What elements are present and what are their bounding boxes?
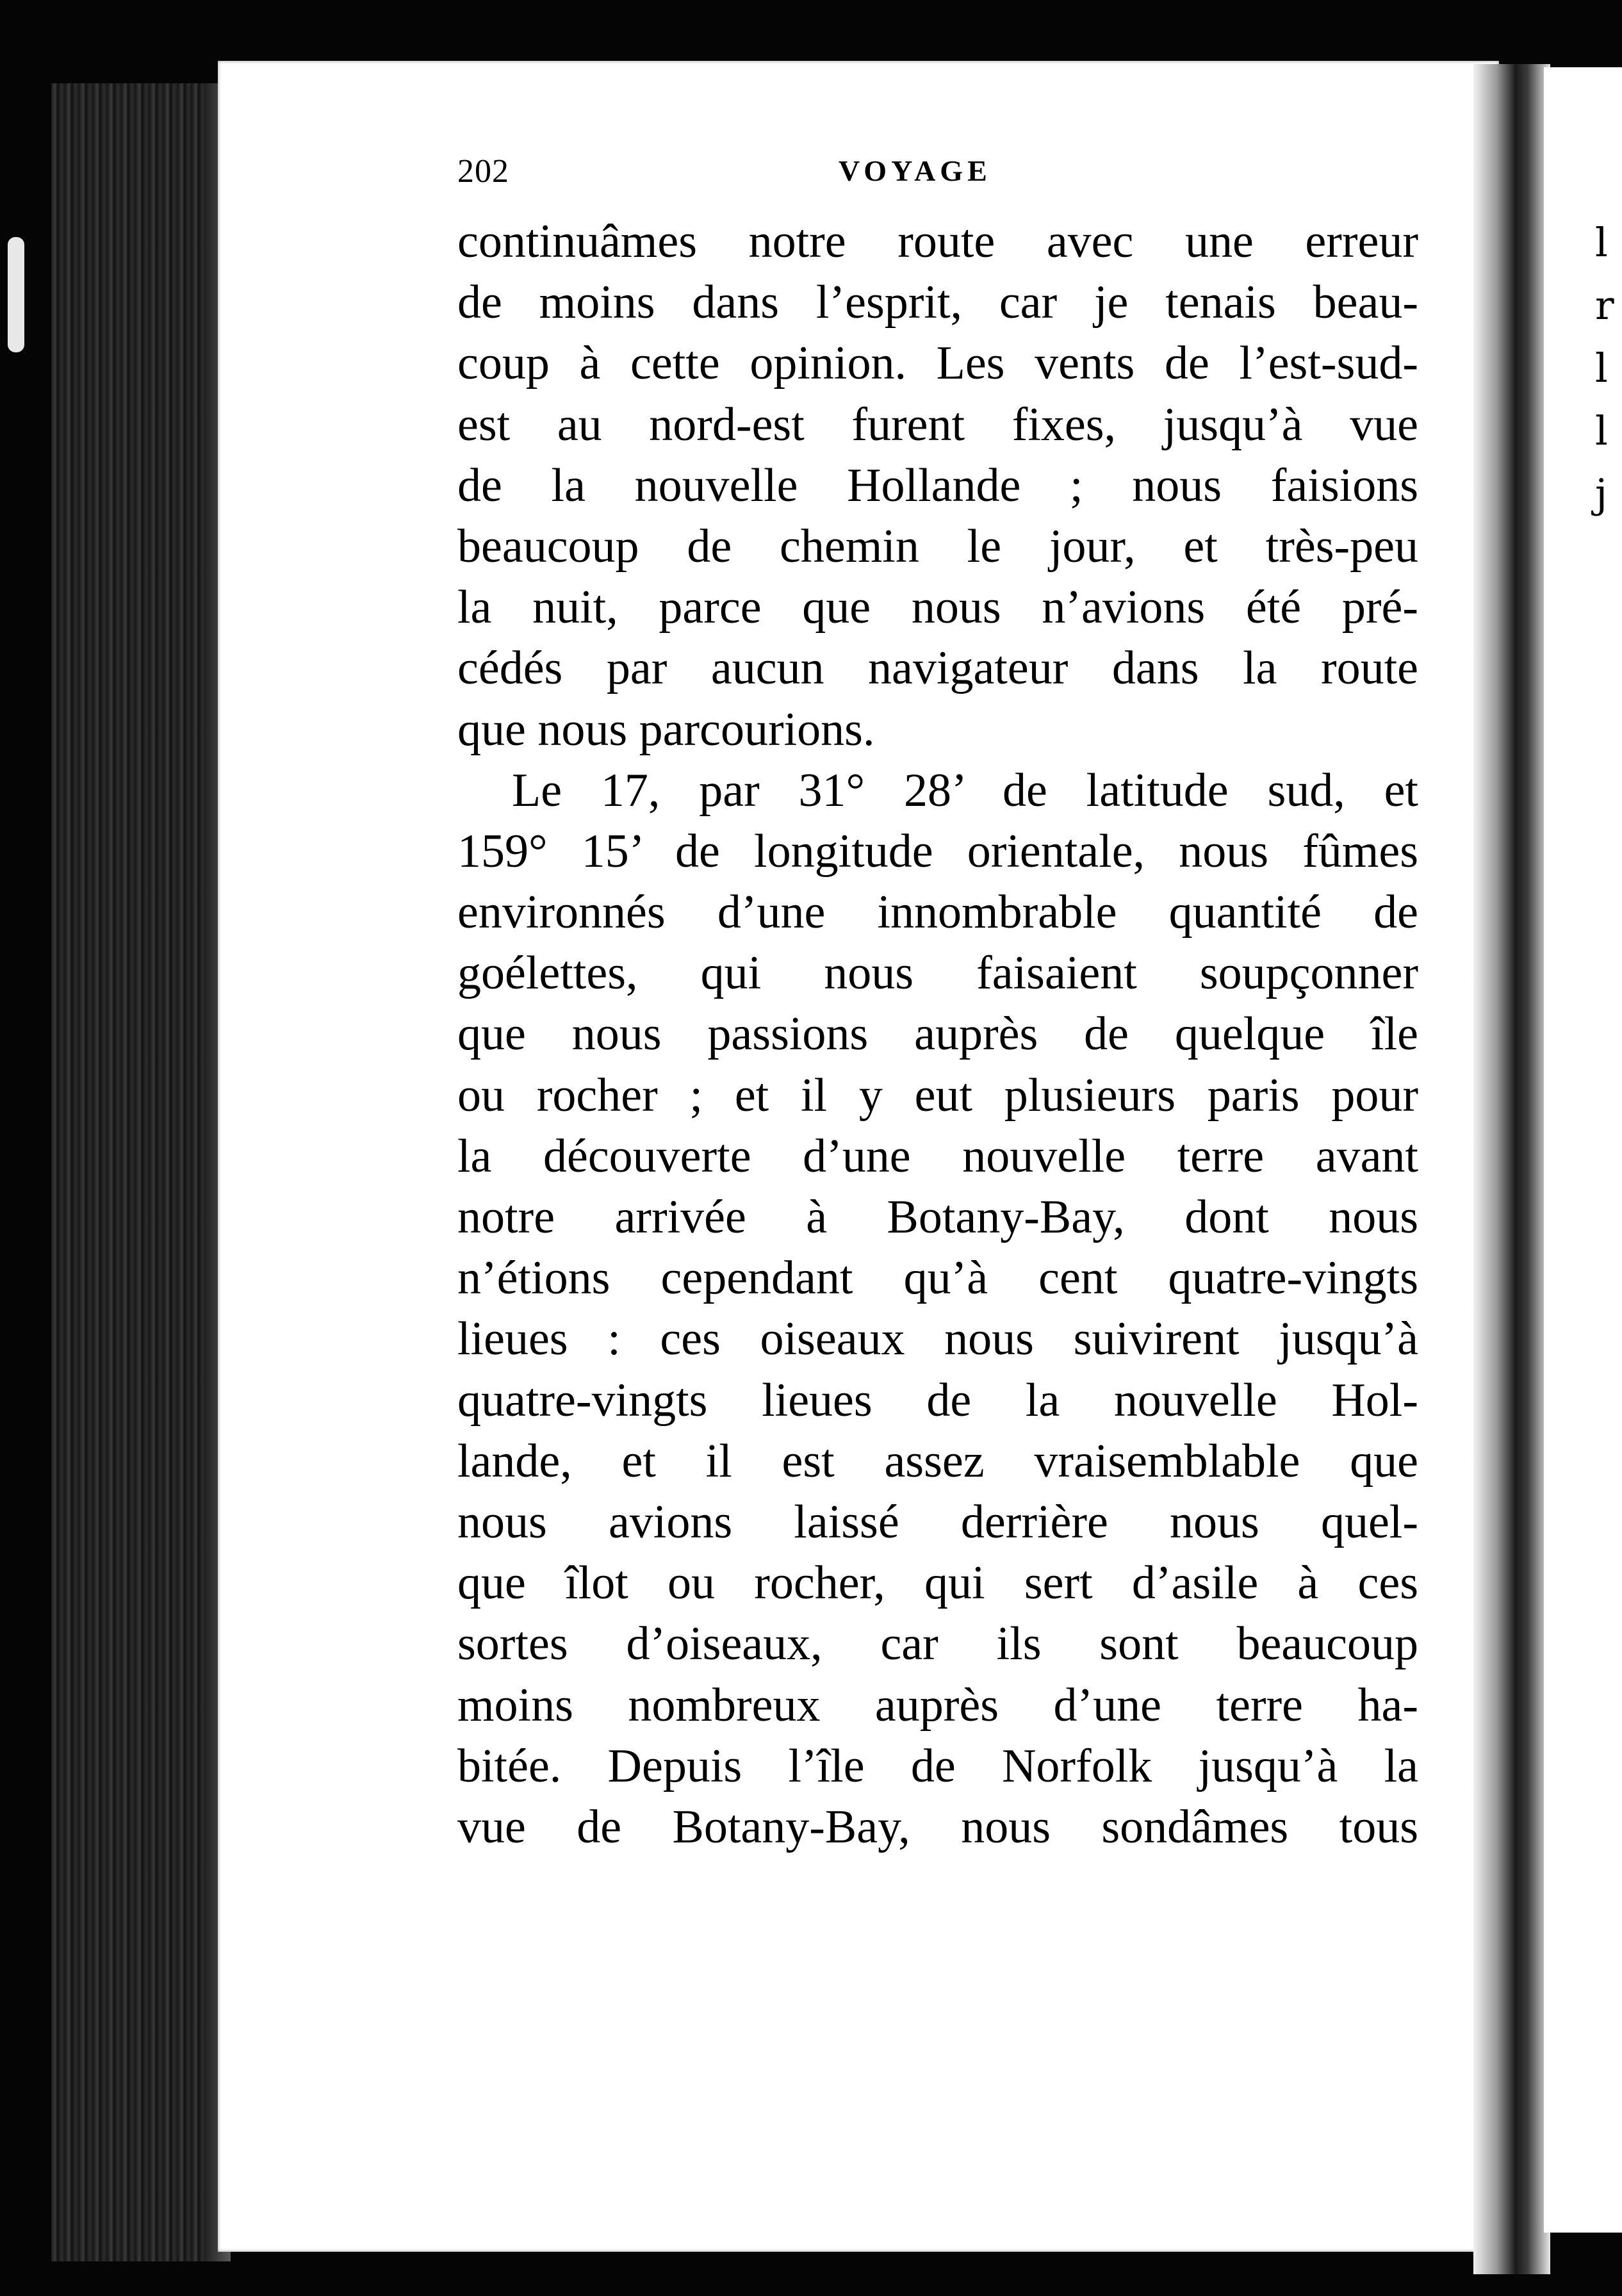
page-number: 202	[457, 153, 509, 190]
text-line: environnés d’une innombrable quantité de	[457, 886, 1418, 939]
book-page-edges	[51, 83, 231, 2261]
text-line: ou rocher ; et il y eut plusieurs paris pour	[457, 1069, 1418, 1122]
text-line: Le 17, par 31° 28’ de latitude sud, et	[512, 764, 1418, 817]
text-line: beaucoup de chemin le jour, et très-peu	[457, 520, 1418, 573]
body-text	[457, 211, 1418, 1858]
text-line: est au nord-est furent fixes, jusqu’à vue	[457, 398, 1418, 451]
page-header	[457, 152, 1405, 204]
text-line: notre arrivée à Botany-Bay, dont nous	[457, 1191, 1418, 1243]
text-line: goélettes, qui nous faisaient soupçonner	[457, 947, 1418, 1000]
book-gutter	[1473, 64, 1550, 2274]
text-line: sortes d’oiseaux, car ils sont beaucoup	[457, 1618, 1418, 1671]
text-line: n’étions cependant qu’à cent quatre-vingts	[457, 1252, 1418, 1305]
text-line: nous avions laissé derrière nous quel-	[457, 1495, 1418, 1548]
text-line: continuâmes notre route avec une erreur	[457, 215, 1418, 268]
text-line: vue de Botany-Bay, nous sondâmes tous	[457, 1800, 1418, 1853]
running-head: VOYAGE	[839, 154, 992, 187]
text-line: bitée. Depuis l’île de Norfolk jusqu’à la	[457, 1739, 1418, 1792]
text-line: quatre-vingts lieues de la nouvelle Hol-	[457, 1374, 1418, 1427]
text-line: que îlot ou rocher, qui sert d’asile à ces	[457, 1557, 1418, 1610]
text-line: que nous parcourions.	[457, 703, 875, 756]
text-line: cédés par aucun navigateur dans la route	[457, 642, 1418, 695]
text-line: de moins dans l’esprit, car je tenais beau-	[457, 276, 1418, 329]
text-line: la nuit, parce que nous n’avions été pré-	[457, 581, 1418, 634]
text-line: moins nombreux auprès d’une terre ha-	[457, 1678, 1418, 1732]
text-line: coup à cette opinion. Les vents de l’est-sud-	[457, 337, 1418, 390]
text-line: la découverte d’une nouvelle terre avant	[457, 1129, 1418, 1183]
binding-mark	[8, 237, 24, 352]
text-line: de la nouvelle Hollande ; nous faisions	[457, 459, 1418, 512]
text-line: que nous passions auprès de quelque île	[457, 1008, 1418, 1061]
text-line: lande, et il est assez vraisemblable que	[457, 1434, 1418, 1488]
text-line: lieues : ces oiseaux nous suivirent jusqu’à	[457, 1313, 1418, 1366]
facing-page-text-fragment: l r l l j	[1595, 219, 1614, 517]
text-line: 159° 15’ de longitude orientale, nous fûmes	[457, 824, 1418, 878]
